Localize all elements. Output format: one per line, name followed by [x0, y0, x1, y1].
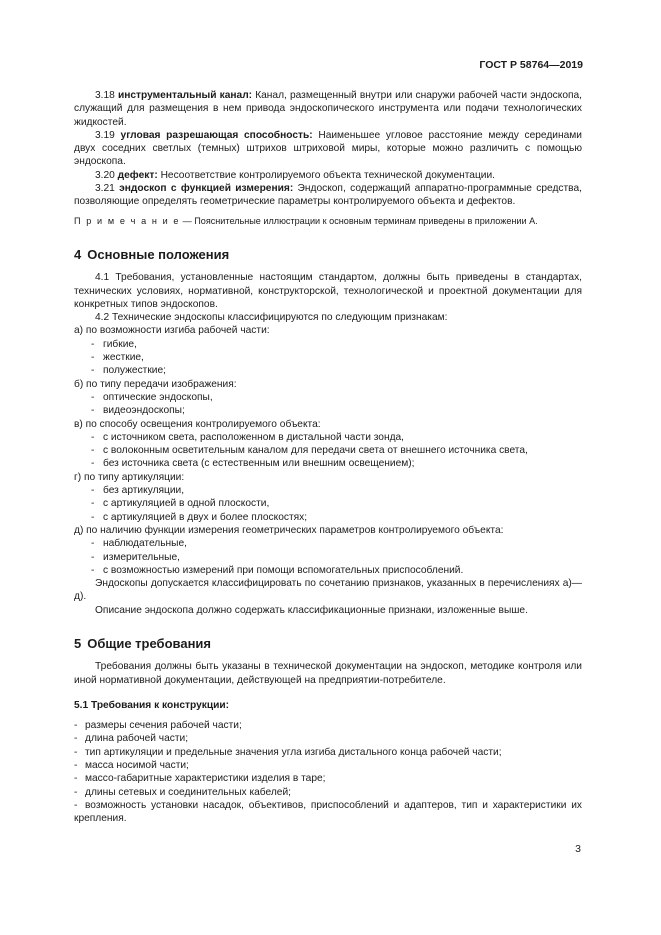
paragraph-4-1: 4.1 Требования, установленные настоящим стандартом, должны быть приведены в стандартах, технических условиях, нормативной, конструкторской, технологической и проектной документации для конкретных типов эндоскопов.	[74, 272, 582, 310]
section-4-heading	[74, 248, 582, 261]
classification-item	[74, 511, 582, 524]
classification-list	[74, 324, 582, 577]
paragraph-5-intro: Требования должны быть указаны в технической документации на эндоскоп, методике контроля или иной нормативной документации, действующей на предприятии-потребителе.	[74, 661, 582, 686]
paragraph-combination: Эндоскопы допускается классифицировать по сочетанию признаков, указанных в перечислениях а)—д).	[74, 578, 582, 603]
classification-item-text: с возможностью измерений при помощи вспомогательных приспособлений.	[103, 564, 464, 576]
term-3-19	[74, 129, 582, 169]
term-name: эндоскоп с функцией измерения:	[119, 183, 294, 195]
classification-group-label: б) по типу передачи изображения:	[74, 378, 237, 390]
term-definition: Наименьшее угловое расстояние между серединами двух соседних светлых (темных) штрихов штриховой миры, которые можно различить с помощью эндоскопа.	[74, 129, 582, 168]
classification-item-text: полужесткие;	[103, 365, 166, 377]
term-number: 3.20	[95, 169, 115, 181]
requirement-item-text: тип артикуляции и предельные значения угла изгиба дистального конца рабочей части;	[85, 746, 502, 758]
dash-marker: -	[91, 431, 95, 443]
dash-marker: -	[91, 391, 95, 403]
classification-item-text: без артикуляции,	[103, 485, 185, 497]
classification-group-label: в) по способу освещения контролируемого объекта:	[74, 418, 321, 430]
term-definition: Эндоскоп, содержащий аппаратно-программные средства, позволяющие определять геометрические параметры контролируемого объекта и дефектов.	[74, 183, 582, 208]
dash-marker: -	[91, 458, 95, 470]
classification-item	[74, 444, 582, 457]
dash-marker: -	[74, 773, 78, 785]
dash-marker: -	[74, 760, 78, 772]
term-name: угловая разрешающая способность:	[120, 129, 313, 141]
term-3-21	[74, 182, 582, 209]
dash-marker: -	[74, 799, 78, 811]
dash-marker: -	[74, 786, 78, 798]
classification-item	[74, 457, 582, 470]
section-number: 5	[74, 635, 82, 651]
requirement-item-text: длины сетевых и соединительных кабелей;	[85, 786, 291, 798]
requirement-item-text: массо-габаритные характеристики изделия в таре;	[85, 773, 326, 785]
classification-item-text: с волоконным осветительным каналом для передачи света от внешнего источника света,	[103, 445, 528, 457]
requirement-item	[74, 786, 582, 799]
classification-item-text: измерительные,	[103, 551, 180, 563]
term-number: 3.21	[95, 183, 115, 195]
dash-marker: -	[74, 733, 78, 745]
classification-item	[74, 564, 582, 577]
requirement-item	[74, 746, 582, 759]
classification-item	[74, 537, 582, 550]
dash-marker: -	[74, 720, 78, 732]
requirement-item-text: размеры сечения рабочей части;	[85, 720, 242, 732]
document-header: ГОСТ Р 58764—2019	[479, 59, 583, 71]
classification-group-label: д) по наличию функции измерения геометрических параметров контролируемого объекта:	[74, 524, 504, 536]
dash-marker: -	[91, 551, 95, 563]
section-title: Основные положения	[87, 246, 230, 262]
classification-item-text: с артикуляцией в двух и более плоскостях;	[103, 511, 308, 523]
classification-group-label: а) по возможности изгиба рабочей части:	[74, 325, 270, 337]
classification-item	[74, 404, 582, 417]
construction-requirements-list	[74, 719, 582, 825]
dash-marker: -	[91, 405, 95, 417]
classification-item	[74, 391, 582, 404]
term-number: 3.19	[95, 129, 115, 141]
classification-item	[74, 497, 582, 510]
section-number: 4	[74, 246, 82, 262]
term-definition: Несоответствие контролируемого объекта технической документации.	[157, 169, 495, 181]
dash-marker: -	[91, 445, 95, 457]
paragraph-description: Описание эндоскопа должно содержать классификационные признаки, изложенные выше.	[95, 604, 528, 616]
requirement-item	[74, 759, 582, 772]
dash-marker: -	[91, 498, 95, 510]
note-label: П р и м е ч а н и е	[74, 215, 181, 226]
classification-item-text: видеоэндоскопы;	[103, 405, 185, 417]
page-number: 3	[575, 843, 581, 855]
dash-marker: -	[91, 538, 95, 550]
requirement-item-text: возможность установки насадок, объективов, приспособлений и адаптеров, тип и характеристики их крепления.	[74, 799, 582, 825]
classification-item-text: с источником света, расположенном в дистальной части зонда,	[103, 431, 405, 443]
dash-marker: -	[74, 746, 78, 758]
term-definition: Канал, размещенный внутри или снаружи рабочей части эндоскопа, служащий для размещения в нем привода эндоскопического инструмента или подачи технологических жидкостей.	[74, 90, 582, 128]
dash-marker: -	[91, 365, 95, 377]
paragraph-4-2: 4.2 Технические эндоскопы классифицируются по следующим признакам:	[95, 312, 448, 324]
classification-item-text: гибкие,	[103, 338, 137, 350]
term-3-18	[74, 89, 582, 129]
classification-item	[74, 364, 582, 377]
classification-item	[74, 551, 582, 564]
subsection-5-1-heading: 5.1 Требования к конструкции:	[74, 699, 230, 711]
note	[74, 215, 582, 228]
requirement-item	[74, 719, 582, 732]
classification-item	[74, 351, 582, 364]
classification-group-label: г) по типу артикуляции:	[74, 471, 185, 483]
requirement-item	[74, 799, 582, 826]
requirement-item-text: длина рабочей части;	[85, 733, 189, 745]
term-name: дефект:	[117, 169, 158, 181]
section-title: Общие требования	[87, 635, 211, 651]
classification-item-text: без источника света (с естественным или внешним освещением);	[103, 458, 415, 470]
dash-marker: -	[91, 564, 95, 576]
classification-item-text: наблюдательные,	[103, 538, 187, 550]
term-number: 3.18	[95, 90, 115, 101]
dash-marker: -	[91, 511, 95, 523]
document-body	[74, 89, 582, 826]
classification-item	[74, 431, 582, 444]
requirement-item	[74, 772, 582, 785]
dash-marker: -	[91, 352, 95, 364]
term-3-20	[74, 169, 582, 182]
term-name: инструментальный канал:	[117, 90, 253, 101]
dash-marker: -	[91, 485, 95, 497]
section-5-heading	[74, 637, 582, 650]
note-text: — Пояснительные иллюстрации к основным терминам приведены в приложении А.	[180, 215, 538, 226]
dash-marker: -	[91, 338, 95, 350]
classification-item	[74, 338, 582, 351]
classification-item-text: с артикуляцией в одной плоскости,	[103, 498, 270, 510]
classification-item-text: оптические эндоскопы,	[103, 391, 213, 403]
requirement-item-text: масса носимой части;	[85, 760, 189, 772]
requirement-item	[74, 732, 582, 745]
classification-item	[74, 484, 582, 497]
classification-item-text: жесткие,	[103, 352, 144, 364]
